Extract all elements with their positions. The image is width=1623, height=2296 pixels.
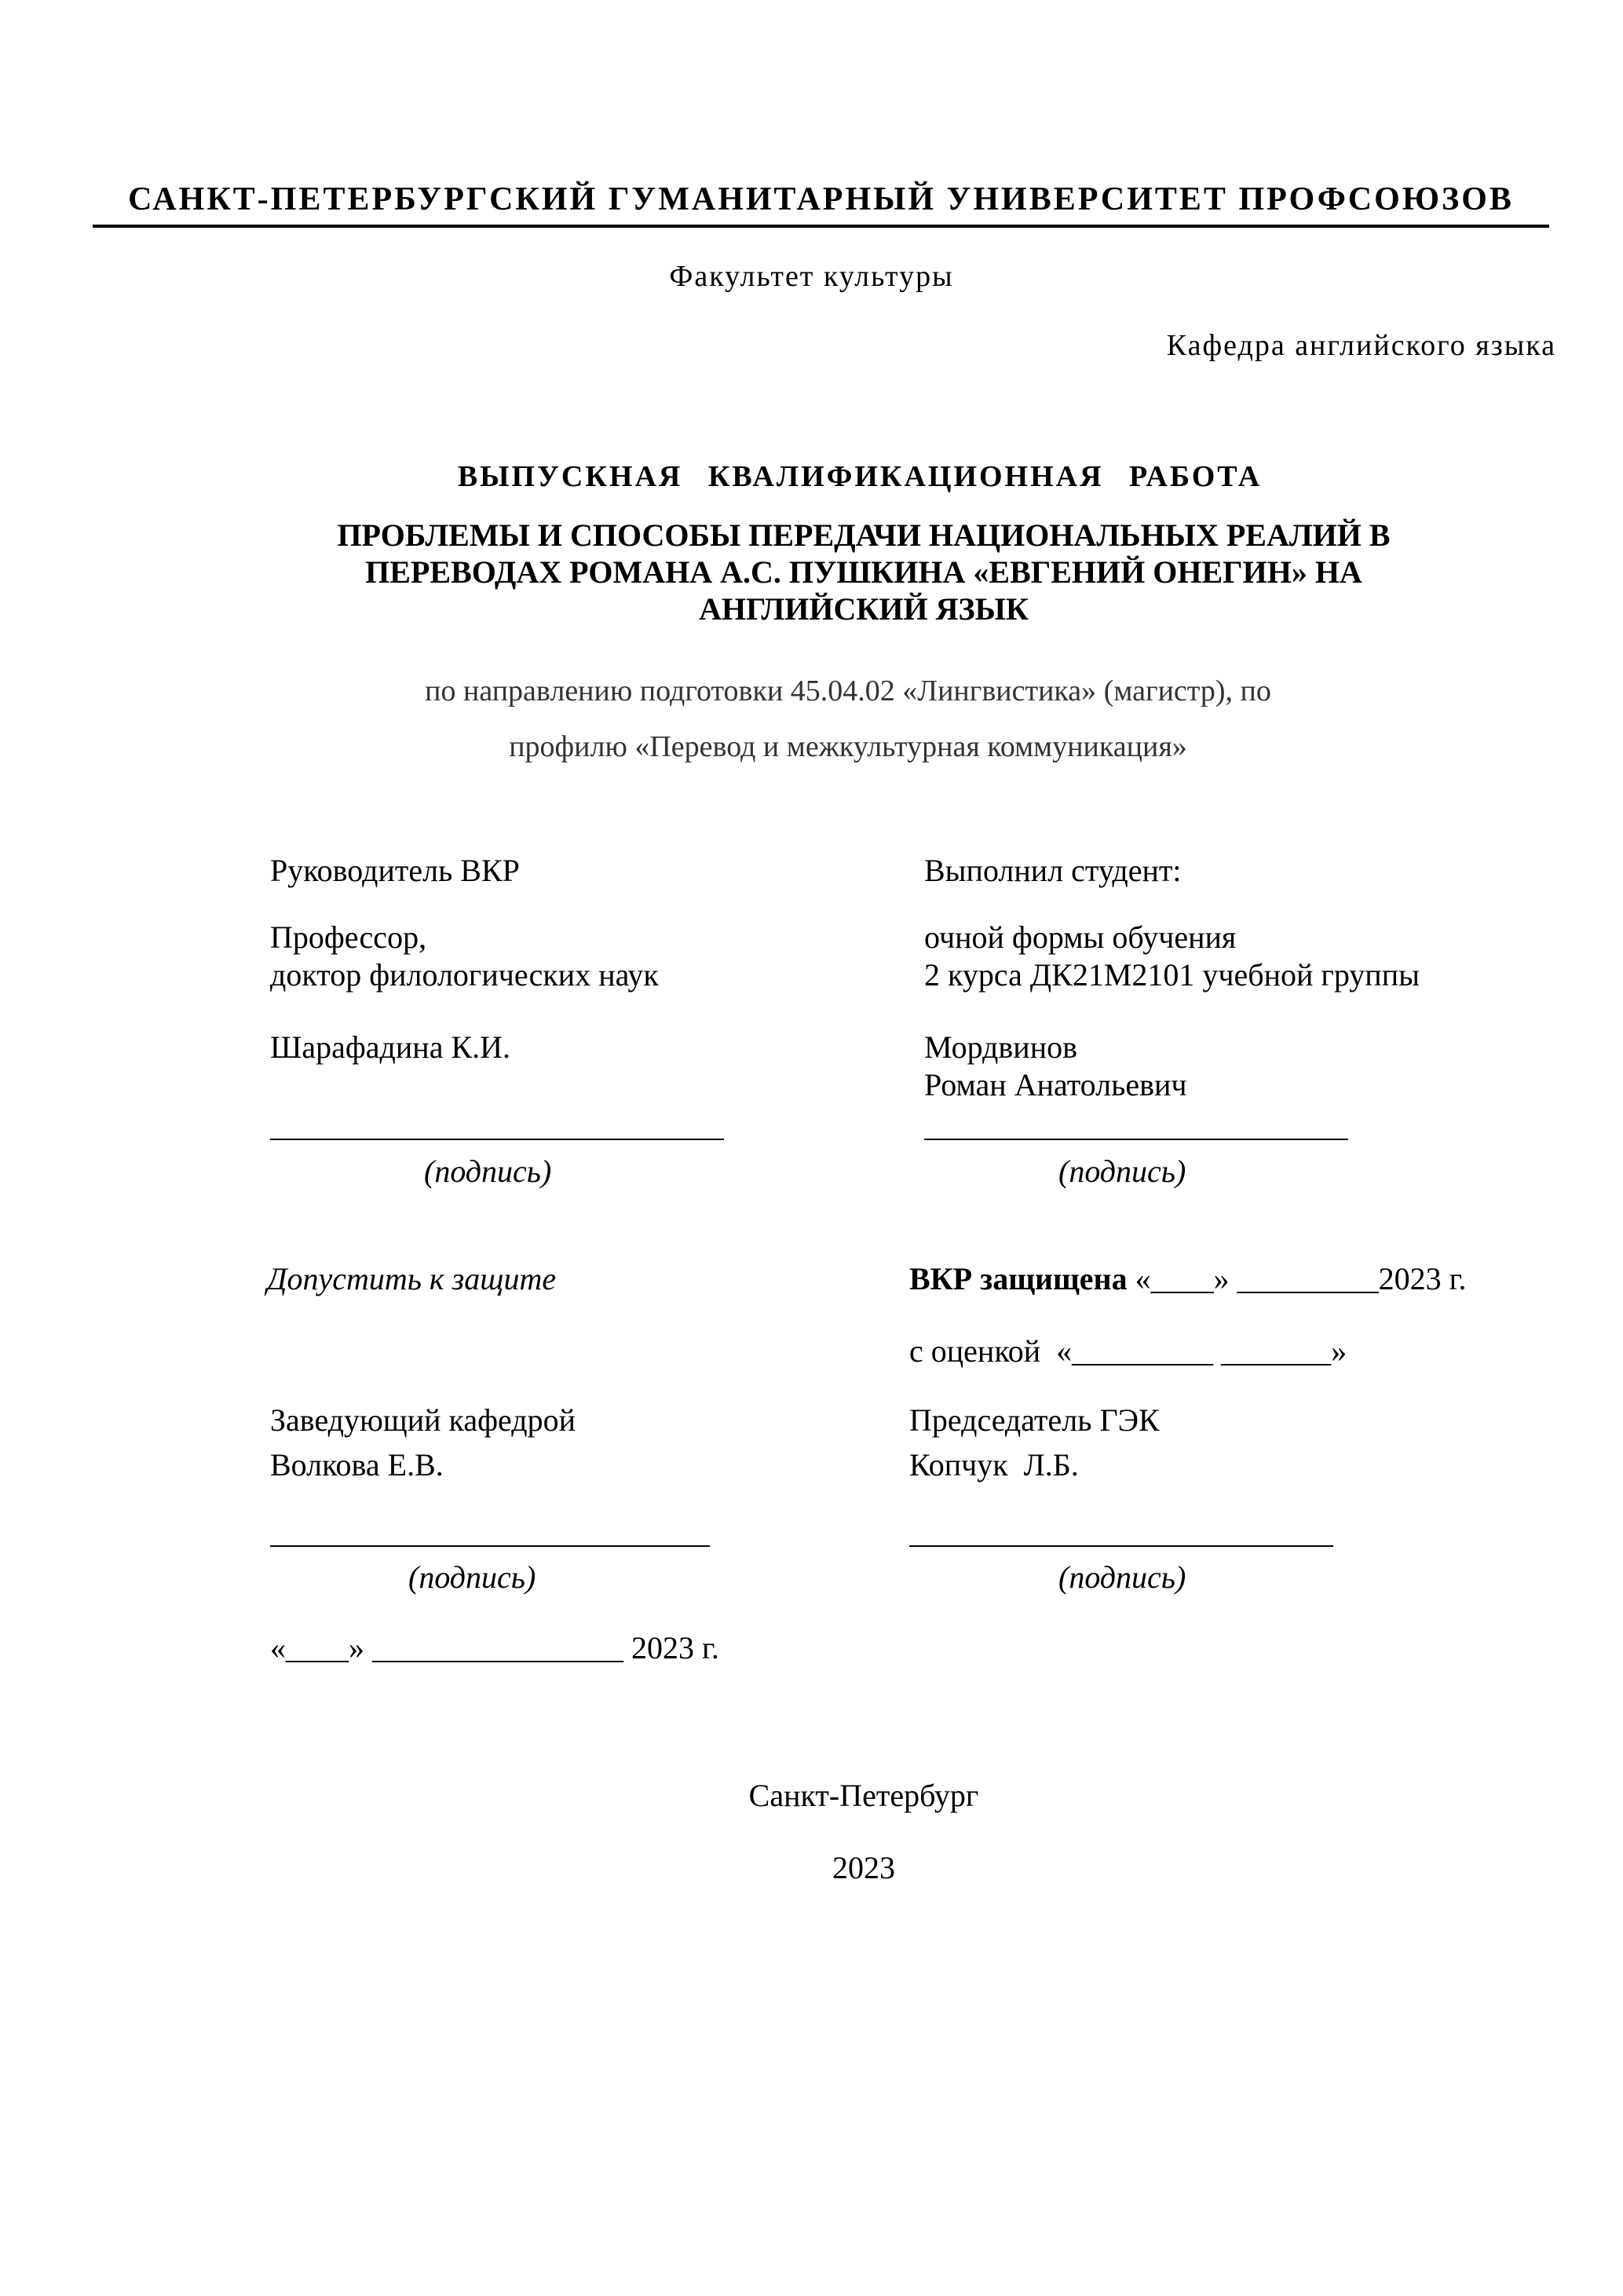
student-study-form: очной формы обучения	[924, 919, 1237, 955]
supervisor-degree: доктор филологических наук	[270, 957, 659, 993]
student-signature-line	[924, 1139, 1348, 1140]
supervisor-label: Руководитель ВКР	[270, 853, 520, 888]
admission-label: Допустить к защите	[267, 1261, 557, 1296]
supervisor-signature-caption: (подпись)	[424, 1153, 552, 1189]
commission-chair-signature-line	[909, 1545, 1333, 1547]
faculty-name: Факультет культуры	[669, 260, 954, 293]
student-group: 2 курса ДК21М2101 учебной группы	[924, 957, 1420, 993]
study-direction-line-2: профилю «Перевод и межкультурная коммуникация»	[509, 730, 1187, 763]
defense-status	[909, 1260, 1466, 1297]
student-label: Выполнил студент:	[924, 853, 1182, 888]
admission-date-line: «____» ________________ 2023 г.	[270, 1630, 719, 1665]
department-head-signature-caption: (подпись)	[408, 1559, 536, 1595]
defense-status-label: ВКР защищена	[909, 1261, 1128, 1296]
thesis-topic: ПРОБЛЕМЫ И СПОСОБЫ ПЕРЕДАЧИ НАЦИОНАЛЬНЫХ РЕАЛИЙ В ПЕРЕВОДАХ РОМАНА А.С. ПУШКИНА «ЕВГЕНИЙ ОНЕГИН» НА АНГЛИЙСКИЙ ЯЗЫК	[337, 517, 1391, 627]
student-signature-caption: (подпись)	[1058, 1153, 1186, 1189]
supervisor-signature-line	[270, 1139, 724, 1140]
commission-chair-title: Председатель ГЭК	[909, 1402, 1160, 1438]
department-name: Кафедра английского языка	[1166, 329, 1556, 362]
year: 2023	[832, 1850, 895, 1885]
commission-chair-signature-caption: (подпись)	[1058, 1559, 1186, 1595]
supervisor-position: Профессор,	[270, 919, 427, 955]
study-direction	[236, 664, 1460, 775]
defense-date: «____» _________2023 г.	[1135, 1261, 1467, 1296]
department-head-title: Заведующий кафедрой	[270, 1402, 576, 1438]
work-type-heading: ВЫПУСКНАЯ КВАЛИФИКАЦИОННАЯ РАБОТА	[457, 460, 1263, 493]
commission-chair-name: Копчук Л.Б.	[909, 1447, 1079, 1483]
defense-grade-line: с оценкой «_________ _______»	[909, 1333, 1347, 1369]
study-direction-line-1: по направлению подготовки 45.04.02 «Лингвистика» (магистр), по	[425, 675, 1271, 707]
header-rule	[93, 225, 1549, 228]
university-name: САНКТ-ПЕТЕРБУРГСКИЙ ГУМАНИТАРНЫЙ УНИВЕРСИТЕТ ПРОФСОЮЗОВ	[128, 181, 1514, 218]
student-surname: Мордвинов	[924, 1029, 1077, 1065]
student-given-names: Роман Анатольевич	[924, 1067, 1187, 1102]
supervisor-name: Шарафадина К.И.	[270, 1029, 511, 1065]
department-head-signature-line	[270, 1545, 710, 1547]
department-head-name: Волкова Е.В.	[270, 1447, 444, 1483]
city: Санкт-Петербург	[748, 1778, 979, 1813]
